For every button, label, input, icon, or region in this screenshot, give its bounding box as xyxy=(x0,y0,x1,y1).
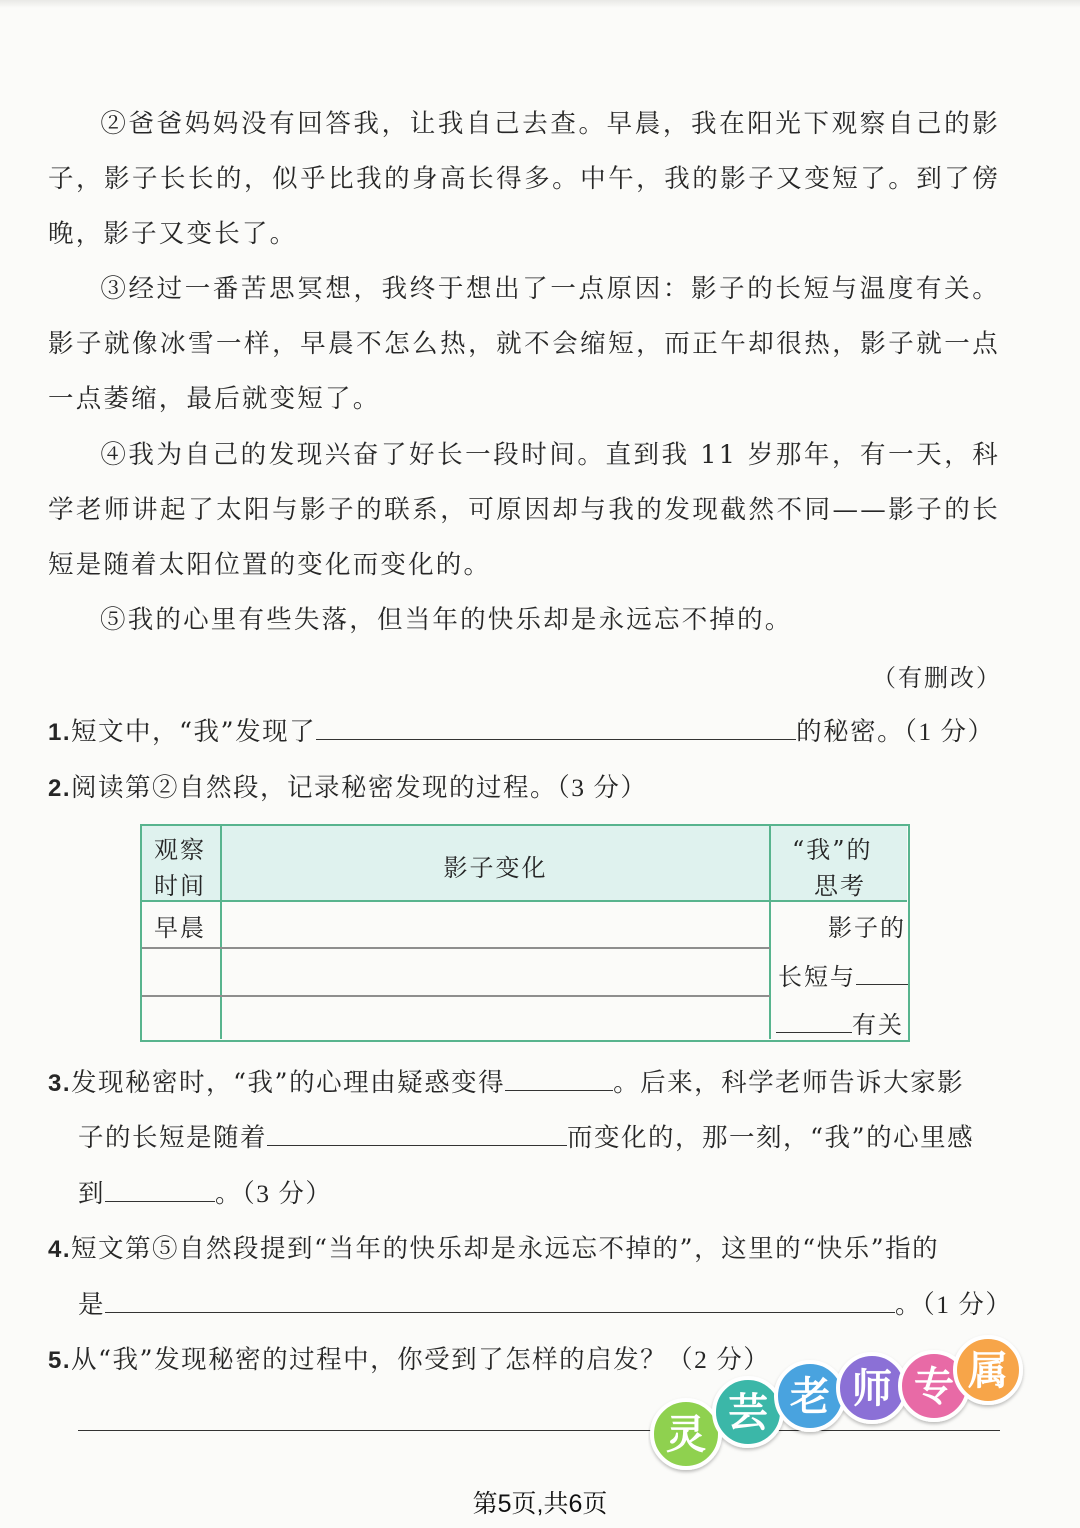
question-5: 5.从“我”发现秘密的过程中，你受到了怎样的启发？（2 分） xyxy=(48,1345,771,1375)
paragraph-4: ④我为自己的发现兴奋了好长一段时间。直到我 11 岁那年，有一天，科学老师讲起了太阳与影子的联系，可原因却与我的发现截然不同——影子的长短是随着太阳位置的变化而变化的。 xyxy=(48,440,1000,580)
edit-note: （有删改） xyxy=(872,664,1002,692)
table-line xyxy=(769,826,771,1039)
watermark-char: 芸 xyxy=(728,1390,768,1436)
answer-blank-1[interactable] xyxy=(316,709,796,740)
question-4-line-2: 是 。（1 分） xyxy=(78,1277,1012,1333)
question-3-line-3: 到 。（3 分） xyxy=(78,1166,332,1222)
thinking-blank-2[interactable] xyxy=(776,1004,852,1033)
watermark-char: 灵 xyxy=(666,1412,706,1458)
answer-blank-3b[interactable] xyxy=(267,1115,567,1146)
question-3-line-2: 子的长短是随着 而变化的，那一刻，“我”的心里感 xyxy=(78,1111,974,1166)
header-observe-time: 观察 时间 xyxy=(142,826,221,900)
observation-table xyxy=(140,824,910,1042)
thinking-line-1: 影子的 xyxy=(828,914,906,942)
morning-change-cell[interactable] xyxy=(221,902,769,947)
watermark-char: 老 xyxy=(790,1374,830,1420)
thinking-line-2: 长短与 xyxy=(778,956,908,992)
row-3-time-cell[interactable] xyxy=(142,997,220,1039)
page-top-edge xyxy=(0,0,1080,8)
paragraph-2: ②爸爸妈妈没有回答我，让我自己去查。早晨，我在阳光下观察自己的影子，影子长长的，似乎比我的身高长得多。中午，我的影子又变短了。到了傍晚，影子又变长了。 xyxy=(48,109,1000,249)
watermark-char: 专 xyxy=(914,1364,954,1410)
question-4: 4.短文第⑤自然段提到“当年的快乐却是永远忘不掉的”，这里的“快乐”指的 xyxy=(48,1234,940,1264)
thinking-line-3: 有关 xyxy=(776,1004,904,1040)
watermark-char: 属 xyxy=(968,1348,1008,1394)
question-3: 3.发现秘密时，“我”的心理由疑惑变得 。后来，科学老师告诉大家影 xyxy=(48,1056,964,1111)
watermark-char: 师 xyxy=(852,1366,892,1412)
question-1: 1.短文中，“我”发现了 的秘密。（1 分） xyxy=(48,704,995,760)
answer-blank-4[interactable] xyxy=(105,1282,895,1313)
answer-blank-3a[interactable] xyxy=(505,1060,613,1091)
row-3-change-cell[interactable] xyxy=(221,997,769,1039)
paragraph-5: ⑤我的心里有些失落，但当年的快乐却是永远忘不掉的。 xyxy=(100,605,793,635)
row-morning-label: 早晨 xyxy=(154,914,206,942)
row-2-time-cell[interactable] xyxy=(142,949,220,995)
header-shadow-change: 影子变化 xyxy=(221,826,770,900)
answer-blank-3c[interactable] xyxy=(105,1171,215,1202)
thinking-blank-1[interactable] xyxy=(856,956,908,985)
header-my-thinking: “我”的 思考 xyxy=(770,826,907,900)
question-2: 2.阅读第②自然段，记录秘密发现的过程。（3 分） xyxy=(48,773,648,803)
page-footer: 第5页,共6页 xyxy=(472,1490,608,1518)
paragraph-3: ③经过一番苦思冥想，我终于想出了一点原因：影子的长短与温度有关。影子就像冰雪一样，早晨不怎么热，就不会缩短，而正午却很热，影子就一点一点萎缩，最后就变短了。 xyxy=(48,274,1000,414)
watermark-stamp xyxy=(648,1330,1028,1480)
row-2-change-cell[interactable] xyxy=(221,949,769,995)
